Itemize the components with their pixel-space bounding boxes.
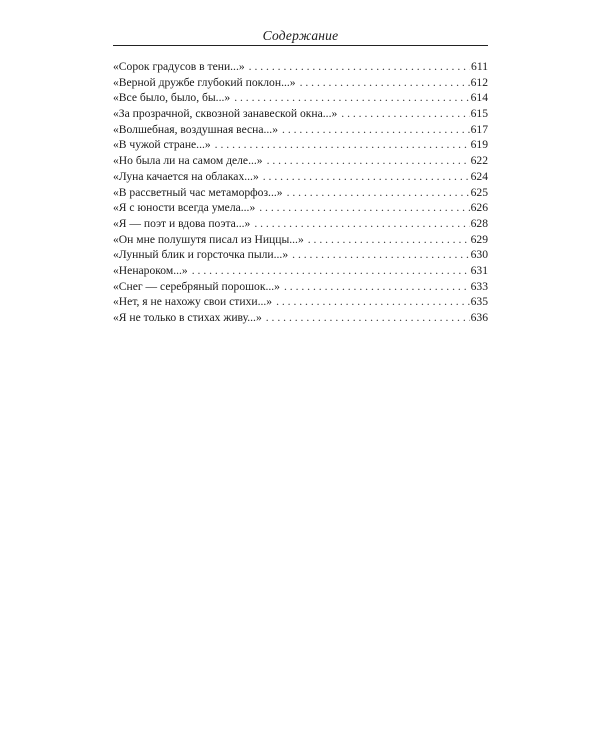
- dot-leader: [292, 247, 469, 263]
- toc-entry: [113, 75, 488, 91]
- toc-entry-page: 629: [470, 232, 488, 246]
- dot-leader: [263, 169, 470, 185]
- toc-entry: [113, 137, 488, 153]
- toc-entry-title: «Я не только в стихах живу...»: [113, 311, 262, 324]
- toc-entry-page: 635: [470, 295, 488, 309]
- toc-entry: [113, 59, 488, 75]
- toc-entry-title: «Но была ли на самом деле...»: [113, 154, 263, 168]
- dot-leader: [266, 310, 470, 326]
- toc-entry-title: «Я с юности всегда умела...»: [113, 201, 256, 215]
- toc-entry-title: «За прозрачной, сквозной занавеской окна...»: [113, 107, 338, 121]
- dot-leader: [215, 137, 470, 153]
- toc-entry-page: 622: [470, 154, 488, 168]
- toc-entry-page: 619: [470, 138, 488, 152]
- toc-entry: [113, 294, 488, 310]
- toc-entry: [113, 169, 488, 185]
- dot-leader: [341, 106, 469, 122]
- dot-leader: [287, 185, 470, 201]
- toc-entry-page: 615: [470, 107, 488, 121]
- header-rule: [113, 45, 488, 46]
- toc-entry: [113, 216, 488, 232]
- dot-leader: [276, 294, 470, 310]
- toc-entry: [113, 90, 488, 106]
- toc-entry-page: 630: [470, 248, 488, 262]
- dot-leader: [234, 90, 469, 106]
- toc-entry-title: «Все было, было, бы...»: [113, 91, 231, 105]
- toc-entry-page: 612: [470, 75, 488, 89]
- dot-leader: [249, 59, 470, 75]
- toc-entry-page: 617: [470, 122, 488, 136]
- table-of-contents: [113, 59, 488, 326]
- toc-entry: [113, 200, 488, 216]
- dot-leader: [267, 153, 470, 169]
- toc-entry: [113, 247, 488, 263]
- toc-entry-title: «Луна качается на облаках...»: [113, 169, 259, 183]
- toc-entry-title: «Снег — серебряный порошок...»: [113, 279, 280, 293]
- running-title: Содержание: [262, 28, 339, 43]
- toc-entry-page: 631: [470, 263, 488, 277]
- toc-entry-title: «Верной дружбе глубокий поклон...»: [113, 75, 296, 89]
- toc-entry-title: «Сорок градусов в тени...»: [113, 60, 245, 73]
- toc-entry-page: 626: [470, 201, 488, 215]
- toc-entry-title: «Нет, я не нахожу свои стихи...»: [113, 295, 273, 309]
- toc-entry-page: 625: [470, 185, 488, 199]
- toc-entry: [113, 106, 488, 122]
- toc-entry-title: «Он мне полушутя писал из Ниццы...»: [113, 232, 304, 246]
- toc-entry: [113, 122, 488, 138]
- dot-leader: [259, 200, 469, 216]
- toc-entry-page: 633: [470, 279, 488, 293]
- toc-entry-page: 611: [471, 60, 488, 73]
- toc-entry-title: «Ненароком...»: [113, 263, 188, 277]
- toc-entry-title: «Я — поэт и вдова поэта...»: [113, 216, 251, 230]
- toc-entry-title: «Лунный блик и горсточка пыли...»: [113, 248, 289, 262]
- toc-entry-title: «Волшебная, воздушная весна...»: [113, 122, 279, 136]
- toc-entry-page: 614: [470, 91, 488, 105]
- dot-leader: [284, 279, 470, 295]
- toc-entry: [113, 185, 488, 201]
- dot-leader: [192, 263, 470, 279]
- toc-entry-page: 628: [470, 216, 488, 230]
- toc-entry: [113, 310, 488, 326]
- toc-entry-title: «В рассветный час метаморфоз...»: [113, 185, 283, 199]
- toc-entry: [113, 263, 488, 279]
- dot-leader: [254, 216, 469, 232]
- dot-leader: [300, 75, 470, 91]
- dot-leader: [282, 122, 470, 138]
- toc-entry-page: 624: [470, 169, 488, 183]
- toc-entry-title: «В чужой стране...»: [113, 138, 211, 152]
- toc-entry: [113, 232, 488, 248]
- toc-entry: [113, 153, 488, 169]
- toc-entry-page: 636: [470, 311, 488, 324]
- dot-leader: [308, 232, 470, 248]
- toc-entry: [113, 279, 488, 295]
